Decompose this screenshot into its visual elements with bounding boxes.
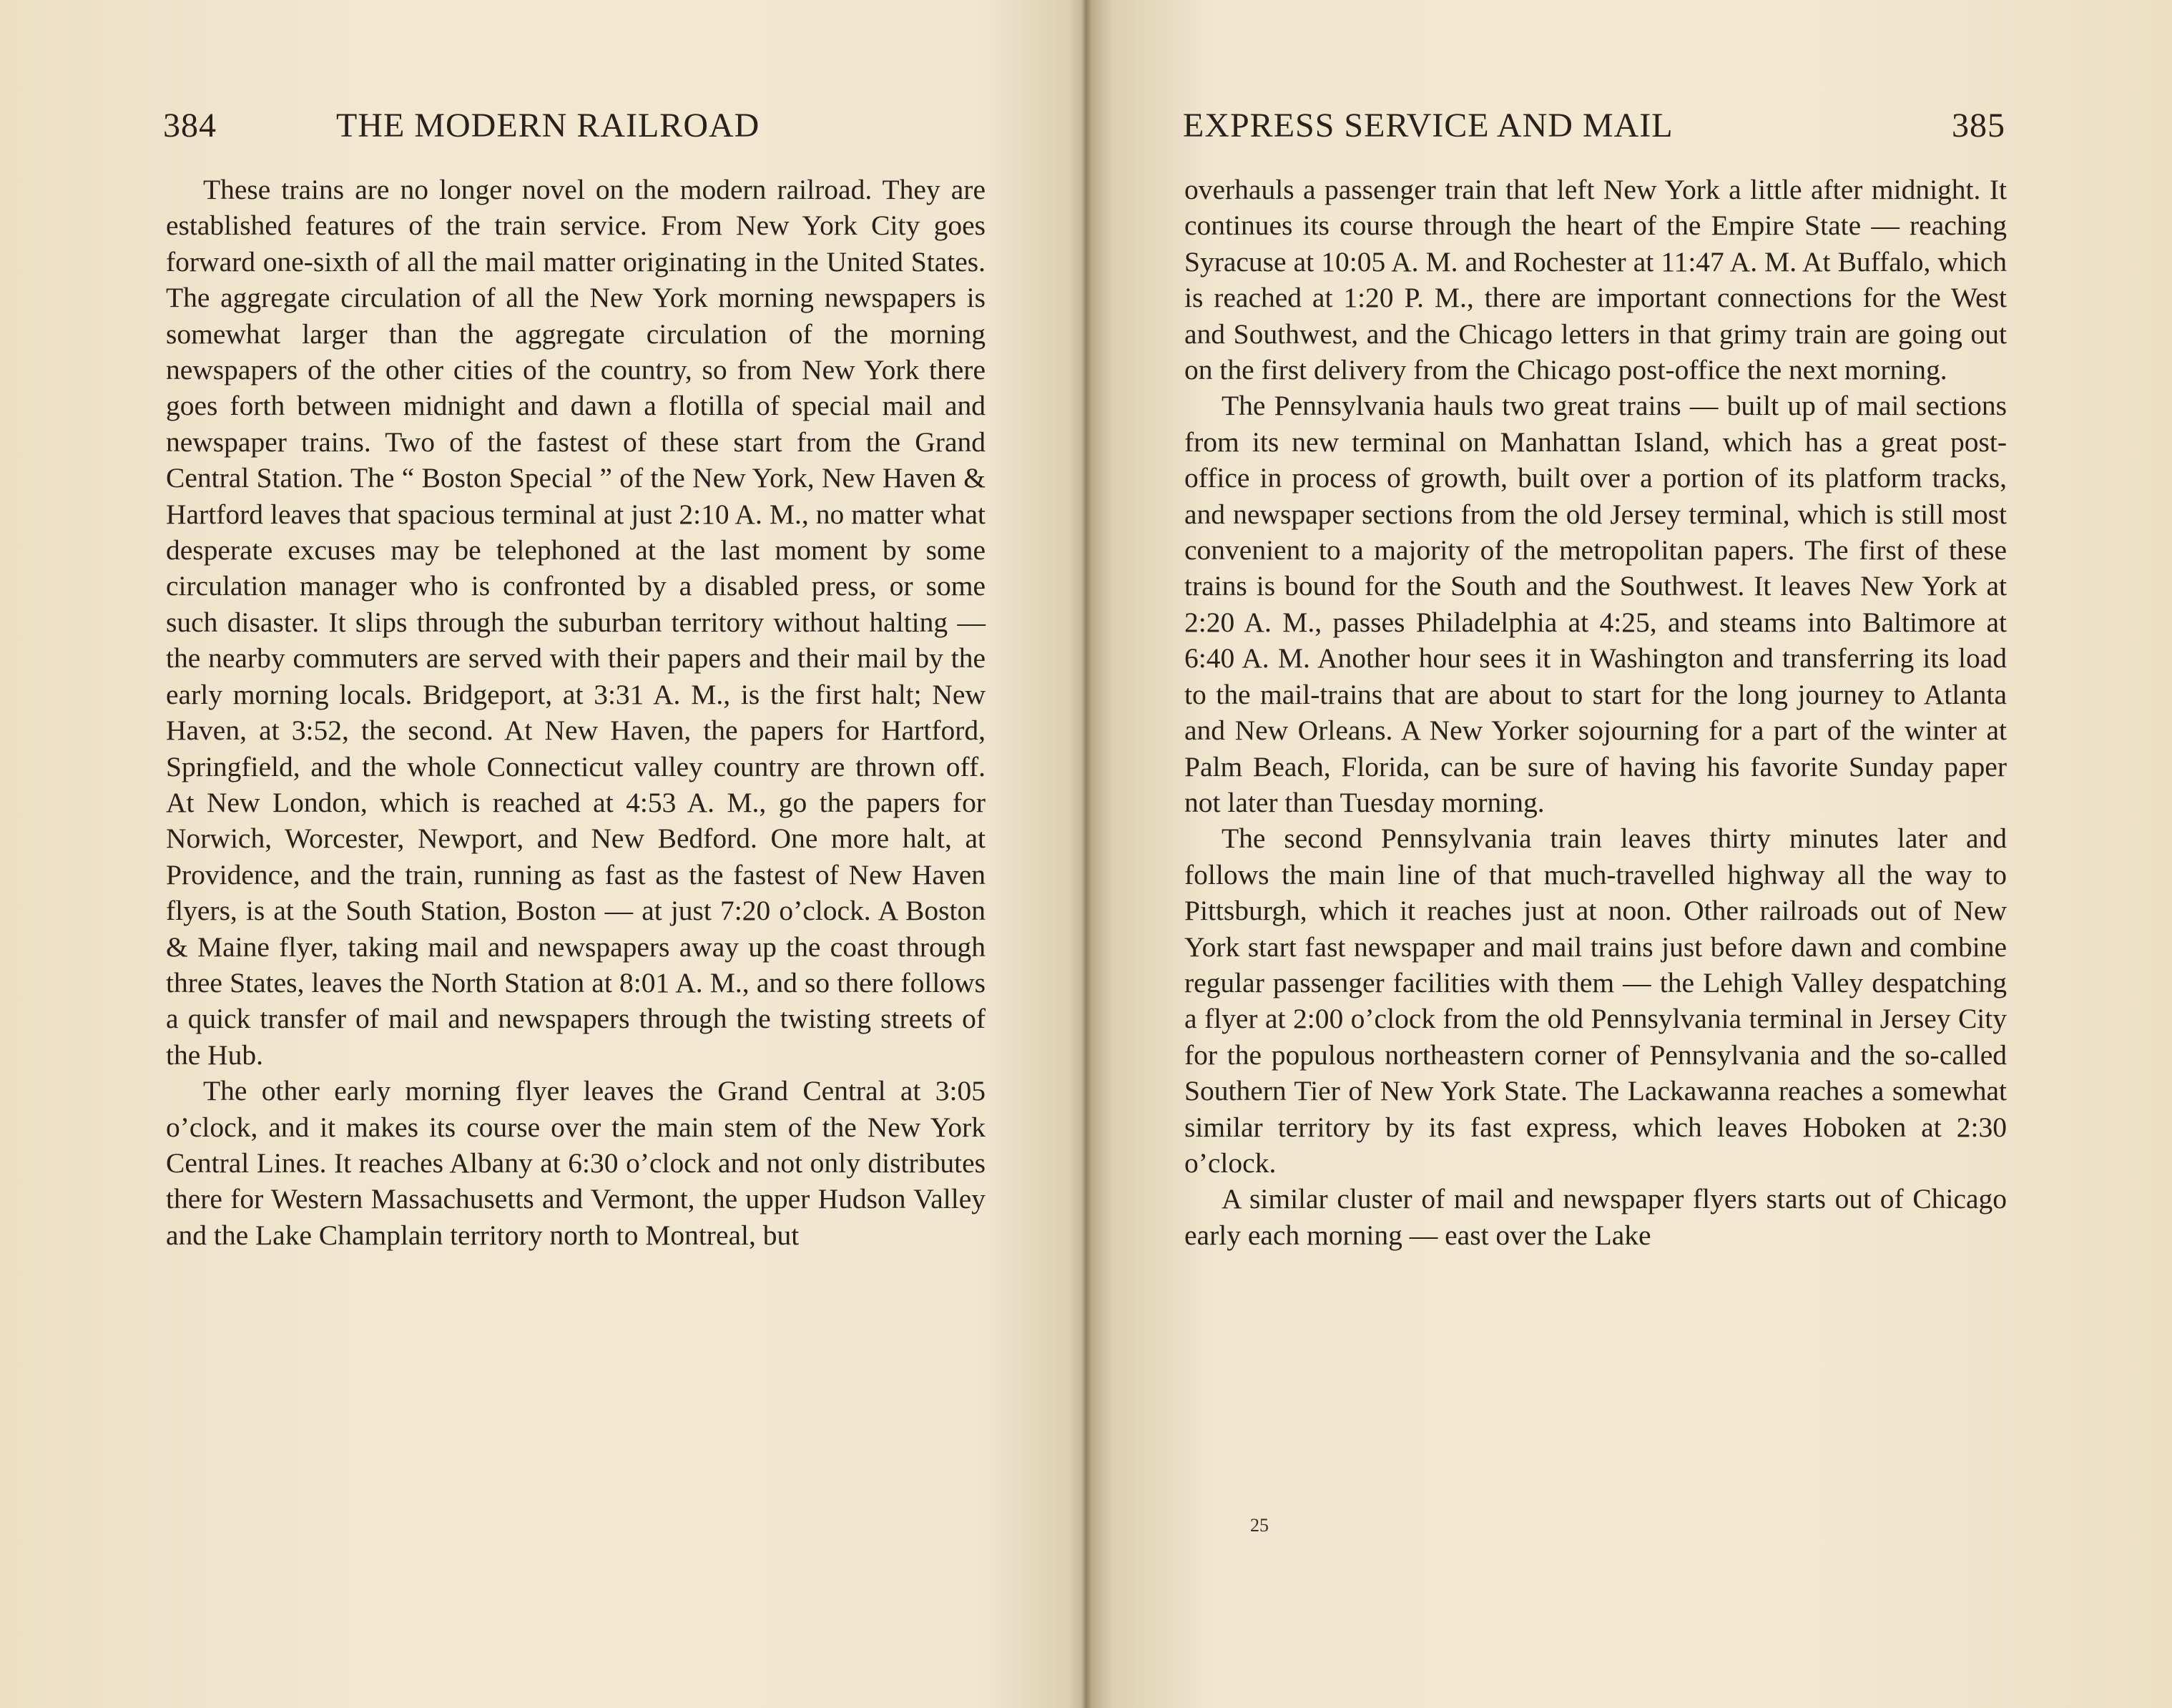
right-running-header <box>1183 106 2005 149</box>
right-paragraph-4: A similar cluster of mail and newspaper flyers starts out of Chicago early each morning — east over the Lake <box>1184 1183 2007 1251</box>
left-body-text <box>166 172 986 1253</box>
right-page-number: 385 <box>1952 107 2005 144</box>
left-paragraph-1: These trains are no longer novel on the modern railroad. They are established features of the train service. From New York City goes forward one-sixth of all the mail matter originating in the United States. The aggregate circulation of all the New York morning newspapers is somewhat larger than the aggregate circulation of the morning newspapers of the other cities of the country, so from New York there goes forth between midnight and dawn a flotilla of special mail and newspaper trains. Two of the fastest of these start from the Grand Central Station. The “ Boston Special ” of the New York, New Haven & Hartford leaves that spacious terminal at just 2:10 A. M., no matter what desperate excuses may be telephoned at the last moment by some circulation manager who is confronted by a disabled press, or some such disaster. It slips through the suburban territory without halting — the nearby commuters are served with their papers and their mail by the early morning locals. Bridgeport, at 3:31 A. M., is the first halt; New Haven, at 3:52, the second. At New Haven, the papers for Hartford, Springfield, and the whole Connecticut valley country are thrown off. At New London, which is reached at 4:53 A. M., go the papers for Norwich, Worcester, Newport, and New Bedford. One more halt, at Providence, and the train, running as fast as the fastest of New Haven flyers, is at the South Station, Boston — at just 7:20 o’clock. A Boston & Maine flyer, taking mail and newspapers away up the coast through three States, leaves the North Station at 8:01 A. M., and so there follows a quick transfer of mail and newspapers through the twisting streets of the Hub. <box>166 174 986 1071</box>
right-paragraph-2: The Pennsylvania hauls two great trains — built up of mail sections from its new terminal on Manhattan Island, which has a great post-office in process of growth, built over a portion of its platform tracks, and newspaper sections from the old Jersey terminal, which is still most convenient to a majority of the metropolitan papers. The first of these trains is bound for the South and the Southwest. It leaves New York at 2:20 A. M., passes Philadelphia at 4:25, and steams into Baltimore at 6:40 A. M. Another hour sees it in Washington and transferring its load to the mail-trains that are about to start for the long journey to Atlanta and New Orleans. A New Yorker sojourning for a part of the winter at Palm Beach, Florida, can be sure of having his favorite Sunday paper not later than Tuesday morning. <box>1184 390 2007 818</box>
left-page-number: 384 <box>163 107 217 144</box>
right-running-head: EXPRESS SERVICE AND MAIL <box>1183 107 1674 144</box>
right-page <box>1091 0 2172 1708</box>
right-paragraph-3: The second Pennsylvania train leaves thirty minutes later and follows the main line of that much-travelled highway all the way to Pittsburgh, which it reaches just at noon. Other railroads out of New York start fast newspaper and mail trains just before dawn and combine regular passenger facilities with them — the Lehigh Valley despatching a flyer at 2:00 o’clock from the old Pennsylvania terminal in Jersey City for the populous northeastern corner of Pennsylvania and the so-called Southern Tier of New York State. The Lackawanna reaches a somewhat similar territory by its fast express, which leaves Hoboken at 2:30 o’clock. <box>1184 823 2007 1179</box>
left-running-head: THE MODERN RAILROAD <box>336 107 760 144</box>
book-gutter <box>1081 0 1091 1708</box>
right-paragraph-1: overhauls a passenger train that left New York a little after midnight. It continues its course through the heart of the Empire State — reaching Syracuse at 10:05 A. M. and Rochester at 11:47 A. M. At Buffalo, which is reached at 1:20 P. M., there are important connections for the West and Southwest, and the Chicago letters in that grimy train are going out on the first delivery from the Chicago post-office the next morning. <box>1184 174 2007 386</box>
left-running-header <box>163 106 986 149</box>
signature-mark: 25 <box>1250 1515 1269 1536</box>
right-body-text <box>1184 172 2007 1253</box>
left-page <box>0 0 1081 1708</box>
left-paragraph-2: The other early morning flyer leaves the Grand Central at 3:05 o’clock, and it makes its course over the main stem of the New York Central Lines. It reaches Albany at 6:30 o’clock and not only distributes there for Western Massachusetts and Vermont, the upper Hudson Valley and the Lake Champlain territory north to Montreal, but <box>166 1075 986 1251</box>
